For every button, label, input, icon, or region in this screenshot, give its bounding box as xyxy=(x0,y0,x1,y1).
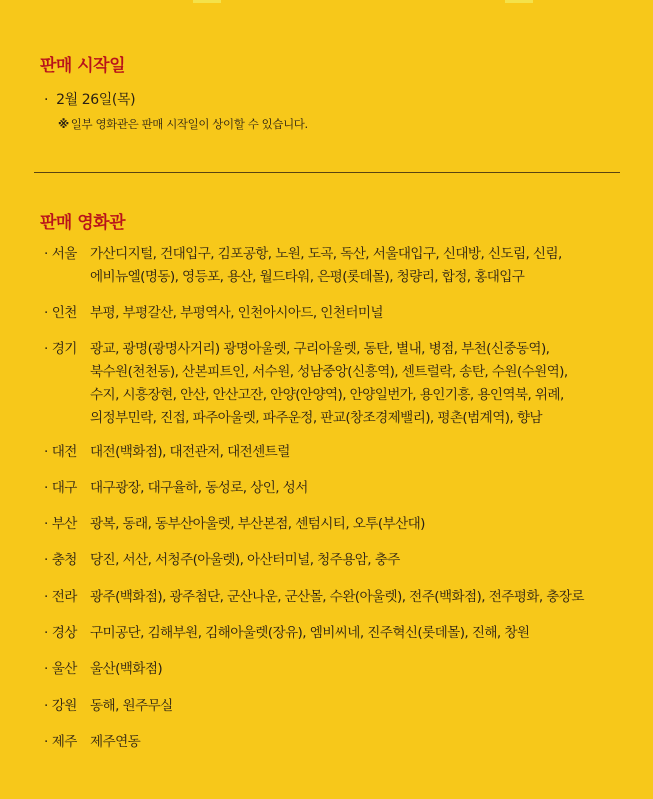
bullet: · xyxy=(44,734,48,750)
bullet: · xyxy=(44,516,48,532)
bullet: · xyxy=(44,552,48,568)
bullet: · xyxy=(44,444,48,460)
bullet: · xyxy=(44,661,48,677)
region-row xyxy=(44,658,634,681)
theater-line: 울산(백화점) xyxy=(90,661,163,677)
region-row xyxy=(44,622,634,645)
region-label: 대구 xyxy=(51,480,77,496)
theater-line: 대전(백화점), 대전관저, 대전센트럴 xyxy=(90,444,290,460)
theater-line: 부평, 부평갈산, 부평역사, 인천아시아드, 인천터미널 xyxy=(90,305,383,321)
theater-line: 동해, 원주무실 xyxy=(90,698,173,714)
region-name xyxy=(44,731,90,754)
bullet: · xyxy=(44,625,48,641)
region-label: 인천 xyxy=(51,305,77,321)
bullet: · xyxy=(44,305,48,321)
theater-list xyxy=(90,477,634,500)
theater-list xyxy=(90,695,634,718)
section-divider xyxy=(34,172,620,173)
theater-list xyxy=(90,243,634,289)
region-name xyxy=(44,586,90,609)
region-name xyxy=(44,695,90,718)
bullet: · xyxy=(44,246,48,262)
note-mark: ※ xyxy=(58,117,69,131)
region-name xyxy=(44,243,90,289)
region-row xyxy=(44,441,634,464)
region-row xyxy=(44,338,634,430)
bullet: · xyxy=(44,480,48,496)
theater-line: 대구광장, 대구율하, 동성로, 상인, 성서 xyxy=(90,480,308,496)
region-row xyxy=(44,695,634,718)
theater-list xyxy=(90,622,634,645)
region-row xyxy=(44,477,634,500)
sale-start-date-line xyxy=(44,89,135,109)
theater-line: 제주연동 xyxy=(90,734,141,750)
bullet: · xyxy=(44,341,48,357)
sale-theaters-heading: 판매 영화관 xyxy=(40,213,126,233)
top-accent-mark xyxy=(193,0,221,3)
top-accent-mark xyxy=(505,0,533,3)
region-name xyxy=(44,513,90,536)
region-row xyxy=(44,731,634,754)
region-label: 부산 xyxy=(51,516,77,532)
region-row xyxy=(44,513,634,536)
bullet: · xyxy=(44,92,49,108)
theater-list xyxy=(90,513,634,536)
bullet: · xyxy=(44,589,48,605)
region-label: 전라 xyxy=(51,589,77,605)
region-name xyxy=(44,302,90,325)
theater-line: 가산디지털, 건대입구, 김포공항, 노원, 도곡, 독산, 서울대입구, 신대방, 신도림, 신림, xyxy=(90,246,562,262)
region-label: 서울 xyxy=(51,246,77,262)
theater-line: 광복, 동래, 동부산아울렛, 부산본점, 센텀시티, 오투(부산대) xyxy=(90,516,425,532)
theater-list xyxy=(90,549,634,572)
sale-start-date: 2월 26일(목) xyxy=(56,92,136,108)
theater-line: 에비뉴엘(명동), 영등포, 용산, 월드타워, 은평(롯데몰), 청량리, 합정, 홍대입구 xyxy=(90,269,525,285)
region-label: 경기 xyxy=(51,341,77,357)
region-label: 경상 xyxy=(51,625,77,641)
region-name xyxy=(44,477,90,500)
region-row xyxy=(44,586,634,609)
region-name xyxy=(44,622,90,645)
note-text: 일부 영화관은 판매 시작일이 상이할 수 있습니다. xyxy=(70,117,308,131)
theater-line: 북수원(천천동), 산본피트인, 서수원, 성남중앙(신흥역), 센트럴락, 송탄, 수원(수원역), xyxy=(90,364,568,380)
theater-line: 당진, 서산, 서청주(아울렛), 아산터미널, 청주용암, 충주 xyxy=(90,552,400,568)
region-name xyxy=(44,441,90,464)
region-row xyxy=(44,549,634,572)
theater-list xyxy=(90,441,634,464)
theater-list xyxy=(90,731,634,754)
theater-line: 구미공단, 김해부원, 김해아울렛(장유), 엠비씨네, 진주혁신(롯데몰), 진해, 창원 xyxy=(90,625,530,641)
theater-line: 광주(백화점), 광주첨단, 군산나운, 군산몰, 수완(아울렛), 전주(백화점), 전주평화, 충장로 xyxy=(90,589,584,605)
theater-line: 광교, 광명(광명사거리) 광명아울렛, 구리아울렛, 동탄, 별내, 병점, 부천(신중동역), xyxy=(90,341,550,357)
theater-list xyxy=(90,658,634,681)
theater-list xyxy=(90,338,634,430)
region-row xyxy=(44,243,634,289)
theater-line: 수지, 시흥장현, 안산, 안산고잔, 안양(안양역), 안양일번가, 용인기흥, 용인역북, 위례, xyxy=(90,387,564,403)
sale-start-heading: 판매 시작일 xyxy=(40,56,126,76)
bullet: · xyxy=(44,698,48,714)
region-label: 충청 xyxy=(51,552,77,568)
region-label: 울산 xyxy=(51,661,77,677)
region-name xyxy=(44,549,90,572)
region-name xyxy=(44,658,90,681)
region-label: 강원 xyxy=(51,698,77,714)
region-row xyxy=(44,302,634,325)
theater-line: 의정부민락, 진접, 파주아울렛, 파주운정, 판교(창조경제밸리), 평촌(범계역), 향남 xyxy=(90,410,542,426)
region-label: 제주 xyxy=(51,734,77,750)
region-label: 대전 xyxy=(51,444,77,460)
theater-list xyxy=(90,302,634,325)
theater-list xyxy=(90,586,634,609)
region-name xyxy=(44,338,90,430)
sale-start-note xyxy=(58,116,308,132)
